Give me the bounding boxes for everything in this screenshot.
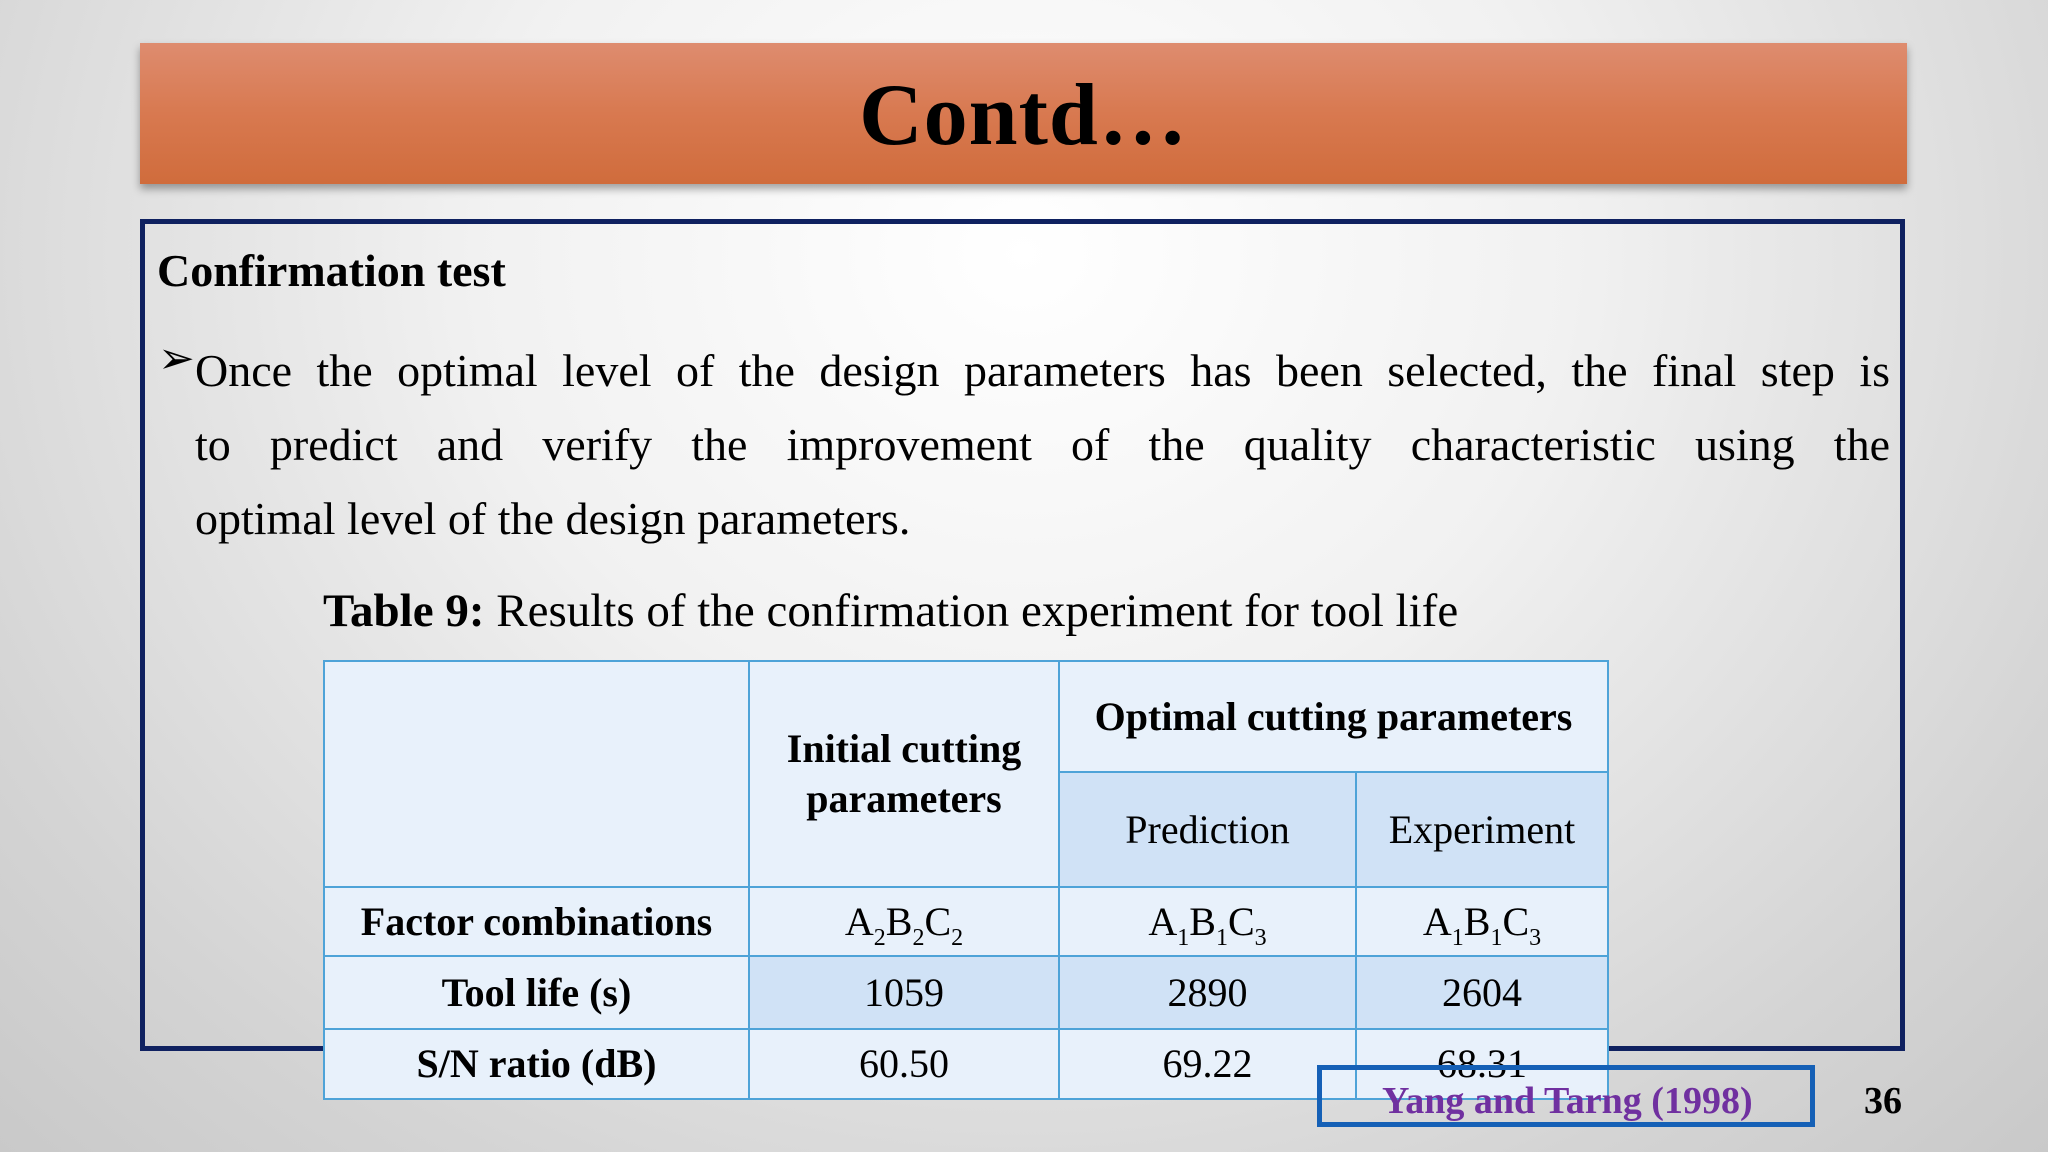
sn-ratio-prediction: 69.22 [1059, 1029, 1356, 1099]
results-table [323, 660, 1609, 1100]
sn-ratio-initial: 60.50 [749, 1029, 1059, 1099]
tool-life-experiment: 2604 [1356, 956, 1608, 1029]
table-caption [323, 585, 1459, 637]
page-number: 36 [1864, 1080, 1902, 1122]
empty-header-cell [324, 661, 749, 887]
table-caption-text: Results of the confirmation experiment for tool life [484, 585, 1459, 637]
bullet-text-line-2: to predict and verify the improvement of the quality characteristic using the [195, 419, 1890, 470]
row-label-tool-life: Tool life (s) [324, 956, 749, 1029]
tool-life-prediction: 2890 [1059, 956, 1356, 1029]
tool-life-initial: 1059 [749, 956, 1059, 1029]
arrow-bullet-icon: ➢ [158, 333, 195, 384]
slide-title: Contd… [859, 66, 1188, 164]
row-label-sn-ratio: S/N ratio (dB) [324, 1029, 749, 1099]
title-bar [140, 43, 1907, 184]
bullet-text-line-1: Once the optimal level of the design parameters has been selected, the final step is [195, 345, 1890, 396]
sn-ratio-experiment: 68.31 [1356, 1029, 1608, 1099]
factor-initial: $A_2B_2C_2$ [749, 887, 1059, 956]
factor-experiment: $A_1B_1C_3$ [1356, 887, 1608, 956]
header-experiment: Experiment [1356, 772, 1608, 887]
bullet-text-line-3: optimal level of the design parameters. [195, 493, 911, 544]
header-initial: Initial cutting parameters [749, 661, 1059, 887]
header-prediction: Prediction [1059, 772, 1356, 887]
row-label-factor: Factor combinations [324, 887, 749, 956]
section-heading: Confirmation test [157, 245, 506, 296]
reference-box [1317, 1065, 1815, 1127]
reference-text: Yang and Tarng (1998) [1382, 1080, 1753, 1122]
table-caption-label: Table 9: [323, 585, 485, 637]
factor-prediction: $A_1B_1C_3$ [1059, 887, 1356, 956]
header-optimal: Optimal cutting parameters [1059, 661, 1608, 772]
